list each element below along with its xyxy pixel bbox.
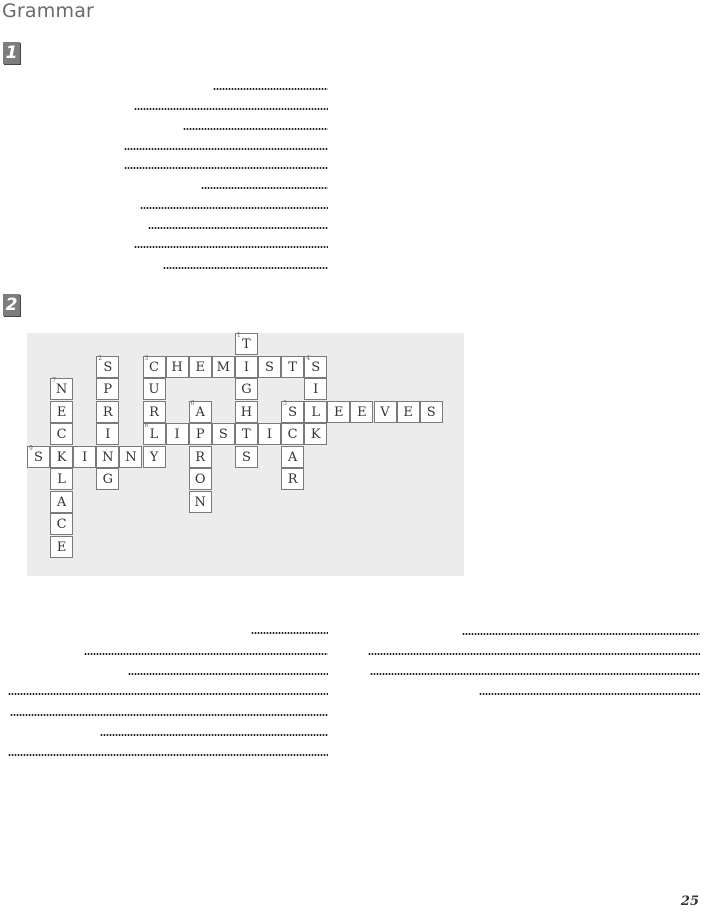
crossword-letter: E [56,539,67,555]
crossword-letter: K [56,449,67,465]
exercise-2-answer-line[interactable] [462,633,700,635]
crossword-letter: N [125,449,137,465]
exercise-2-answer-line[interactable] [100,734,328,736]
exercise-1-answer-line[interactable] [148,227,328,229]
crossword-letter: G [102,472,113,487]
crossword-clue-number: 9 [29,444,33,452]
crossword-letter: C [149,359,159,375]
crossword-letter: A [195,404,205,420]
crossword-letter: I [82,449,88,465]
crossword-letter: I [313,382,319,397]
crossword-letter: E [403,404,413,420]
crossword-letter: S [103,359,113,375]
crossword-letter: E [357,404,367,420]
crossword-letter: U [148,382,160,397]
exercise-2-answer-line[interactable] [251,632,328,634]
crossword-letter: T [242,337,251,352]
exercise-1-answer-line[interactable] [163,267,328,269]
crossword-letter: C [56,517,67,532]
crossword-letter: E [56,404,67,420]
exercise-1-badge: 1 [3,42,20,64]
grammar-heading: Grammar [2,0,95,22]
crossword-clue-number: 2 [98,354,103,362]
crossword-letter: A [287,449,298,465]
exercise-1-answer-line[interactable] [213,88,328,90]
crossword-letter: C [56,427,67,442]
crossword-letter: S [218,427,228,442]
exercise-1-answer-line[interactable] [183,128,328,130]
crossword-letter: N [194,494,206,510]
crossword-letter: S [426,404,436,420]
crossword-letter: L [57,472,66,487]
exercise-2-answer-line[interactable] [8,754,328,756]
crossword-letter: R [287,472,298,487]
crossword-letter: I [105,427,111,442]
crossword-letter: K [310,427,321,442]
crossword-clue-number: 4 [306,354,311,362]
crossword-clue-number: 8 [144,422,149,429]
crossword-clue-number: 6 [190,399,195,407]
exercise-2-answer-line[interactable] [479,693,700,695]
crossword-clue-number: 3 [144,354,149,362]
crossword-background [27,333,464,576]
crossword-letter: I [266,427,273,442]
exercise-2-answer-line[interactable] [84,653,328,655]
exercise-1-answer-line[interactable] [134,108,328,110]
crossword-letter: T [242,427,251,442]
exercise-2-answer-line[interactable] [10,714,328,716]
exercise-2-badge: 2 [3,294,20,316]
crossword-letter: M [216,359,230,375]
crossword-letter: H [240,404,253,420]
crossword-letter: H [171,359,183,375]
crossword-letter: G [241,382,252,397]
crossword-clue-number: 1 [236,332,241,339]
crossword-letter: S [241,449,251,465]
exercise-1-answer-line[interactable] [134,246,328,248]
exercise-2-answer-line[interactable] [370,673,700,675]
crossword-letter: T [288,359,297,375]
crossword-letter: E [195,359,205,375]
crossword-clue-number: 7 [52,377,56,384]
crossword-letter: V [380,404,390,420]
crossword-letter: L [311,404,320,420]
page-number: 25 [680,894,699,909]
crossword-letter: P [103,382,113,397]
crossword-letter: S [265,359,274,375]
exercise-1-answer-line[interactable] [124,148,328,150]
crossword-letter: I [174,427,180,442]
crossword-letter: R [149,404,159,420]
exercise-2-answer-line[interactable] [128,673,328,675]
crossword-letter: A [56,494,67,510]
crossword-letter: S [288,404,298,420]
crossword-letter: I [243,359,249,375]
crossword-letter: N [55,382,68,397]
exercise-1-answer-line[interactable] [140,207,328,209]
crossword-letter: N [102,449,114,465]
crossword-letter: O [194,472,206,487]
crossword-clue-number: 5 [283,399,287,407]
crossword-letter: R [102,404,113,420]
crossword-letter: R [195,449,206,465]
crossword-letter: E [334,404,344,420]
crossword-letter: L [149,427,159,442]
exercise-2-answer-line[interactable] [8,693,328,695]
exercise-2-answer-line[interactable] [368,653,700,655]
crossword-letter: S [34,449,43,465]
crossword-letter: C [287,427,298,442]
exercise-1-answer-line[interactable] [124,167,328,169]
crossword-letter: P [195,427,205,442]
exercise-1-answer-line[interactable] [201,187,328,189]
crossword-letter: S [311,359,321,375]
crossword-letter: Y [149,449,159,465]
